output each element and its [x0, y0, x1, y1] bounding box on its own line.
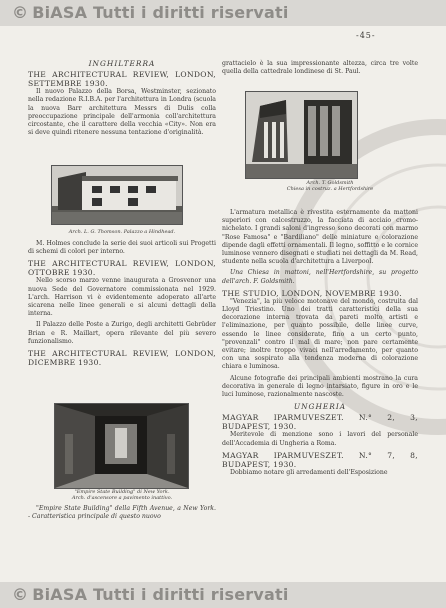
entry-text: L'armatura metallica è rivestita esternamente da mattoni superiori con calcestruzzo, la facciata di acciaio cromo-nichelato. I grandi saloni d'ingresso sono decorati con marmo "Rose Famosa" e "Bardiliano" delle miniature e colorazione dipende dagli effetti ornamentali. Il legno, soffitto e le cornice luminose vennero disegnati e studiati nei dettagli da M. Read, studente nella scuola d'architettura a Liverpool. — [222, 209, 418, 266]
copyright-icon: © — [12, 585, 29, 604]
left-column-middle — [28, 240, 216, 367]
entry-text: Una Chiesa in mattoni, nell'Hertfordshire, su progetto dell'arch. F. Goldsmith. — [222, 269, 418, 285]
entry-text: Alcune fotografie dei principali ambienti mostrano la cura decorativa in generale di legno intarsiato, figure in oro e le luci luminose, razionalmente nascoste. — [222, 374, 418, 399]
photo-church — [245, 91, 358, 179]
entry-heading: THE ARCHITECTURAL REVIEW, LONDON, SETTEMBRE 1930. — [28, 70, 216, 89]
photo-caption-line2: Chiesa in costruz. a Hertfordshire — [286, 186, 374, 192]
section-title-inghilterra: INGHILTERRA — [88, 59, 156, 68]
photo-caption-line1: "Empire State Building" di New York. — [74, 489, 170, 495]
entry-text: Dobbiamo notare gli arredamenti dell'Esposizione — [230, 468, 388, 476]
photo-caption-line1: Arch. T. Goldsmith — [306, 180, 354, 186]
left-column — [28, 60, 216, 140]
section-title-ungheria: UNGHERIA — [293, 402, 347, 412]
entry-text: Il Palazzo delle Poste a Zurigo, degli architetti Gebrüder Brian e R. Maillart, opera rilevante del più severo funzionalismo. — [28, 321, 216, 345]
right-column-main — [222, 209, 418, 480]
entry-heading: MAGYAR IPARMUVESZET. N.° 7, 8, BUDAPEST, 1930. — [222, 450, 418, 469]
entry-text: grattacielo è la sua impressionante altezza, circa tre volte quella della cattedrale londinese di St. Paul. — [222, 60, 418, 76]
page-number: -45- — [356, 31, 376, 40]
watermark-bar-bottom — [0, 582, 446, 608]
photo-empire-state-interior — [54, 403, 189, 489]
entry-text: Meritevole di menzione sono i lavori del personale dell'Accademia di Ungheria a Roma. — [222, 431, 418, 447]
entry-text: Nello scorso marzo venne inaugurata a Grosvenor una nuova Sede del Governatore commissionata nel 1929. L'arch. Harrison vi è evidentemente adoperato all'arte sicarena nelle linee generali e si alcuni dettagli della interna. — [28, 277, 216, 318]
watermark-text-top: BiASA Tutti i diritti riservati — [32, 3, 289, 22]
entry-text: "Empire State Building" della Fifth Avenue, a New York. - Caratteristica principale di questo nuovo — [28, 505, 216, 521]
entry-heading: MAGYAR IPARMUVESZET. N.° 2, 3, BUDAPEST, 1930. — [222, 413, 418, 432]
photo-house — [51, 165, 183, 225]
watermark-bar-top — [0, 0, 446, 26]
photo-caption: Arch. L. G. Thomson. Palazzo a Hindhead. — [68, 229, 176, 235]
right-column-top — [222, 60, 418, 79]
copyright-icon: © — [12, 3, 29, 22]
watermark-text-bottom: BiASA Tutti i diritti riservati — [32, 585, 289, 604]
entry-text: M. Holmes conclude la serie dei suoi articoli sui Progetti di schemi di colori per interno. — [28, 240, 216, 256]
photo-caption-line2: Arch. d'ascensore a pavimento inattivo. — [71, 495, 173, 501]
photo-church-caption-block — [222, 180, 418, 196]
entry-heading: THE STUDIO, LONDON, NOVEMBRE 1930. — [222, 288, 402, 298]
entry-heading: THE ARCHITECTURAL REVIEW, LONDON, DICEMBRE 1930. — [28, 349, 216, 368]
photo-empire-caption-block — [28, 489, 216, 524]
entry-heading: THE ARCHITECTURAL REVIEW, LONDON, OTTOBRE 1930. — [28, 259, 216, 278]
photo-house-caption-block — [28, 227, 216, 240]
entry-text: Il nuovo Palazzo della Borsa, Westminster, sezionato nella redazione R.I.B.A. per l'architettura in Londra (scuola la nuova Barr architettura Messrs di Dulis colla preoccupazione principale dell'armonia coll'architettura circostante, che il carattere della vecchia «City». Non era si deve quindi ritenere nessuna tentazione d'originalità. — [28, 88, 216, 137]
entry-text: "Venezia", la più veloce motonave del mondo, costruita dal Lloyd Triestino. Uno dei tratti caratteristici della sua decorazione interna trovata da pareti molto artisti e l'eliminazione, per quanto possibile, delle linee curve, essendo le linee considerate, fino a un certo punto, "provenzali" contro il mal di mare; non pare certamente evitare; inoltre troppo vivaci nell'arredamento, per quanto con una sospirato alla tendenza moderna di colorazione chiara e luminosa. — [222, 297, 418, 371]
